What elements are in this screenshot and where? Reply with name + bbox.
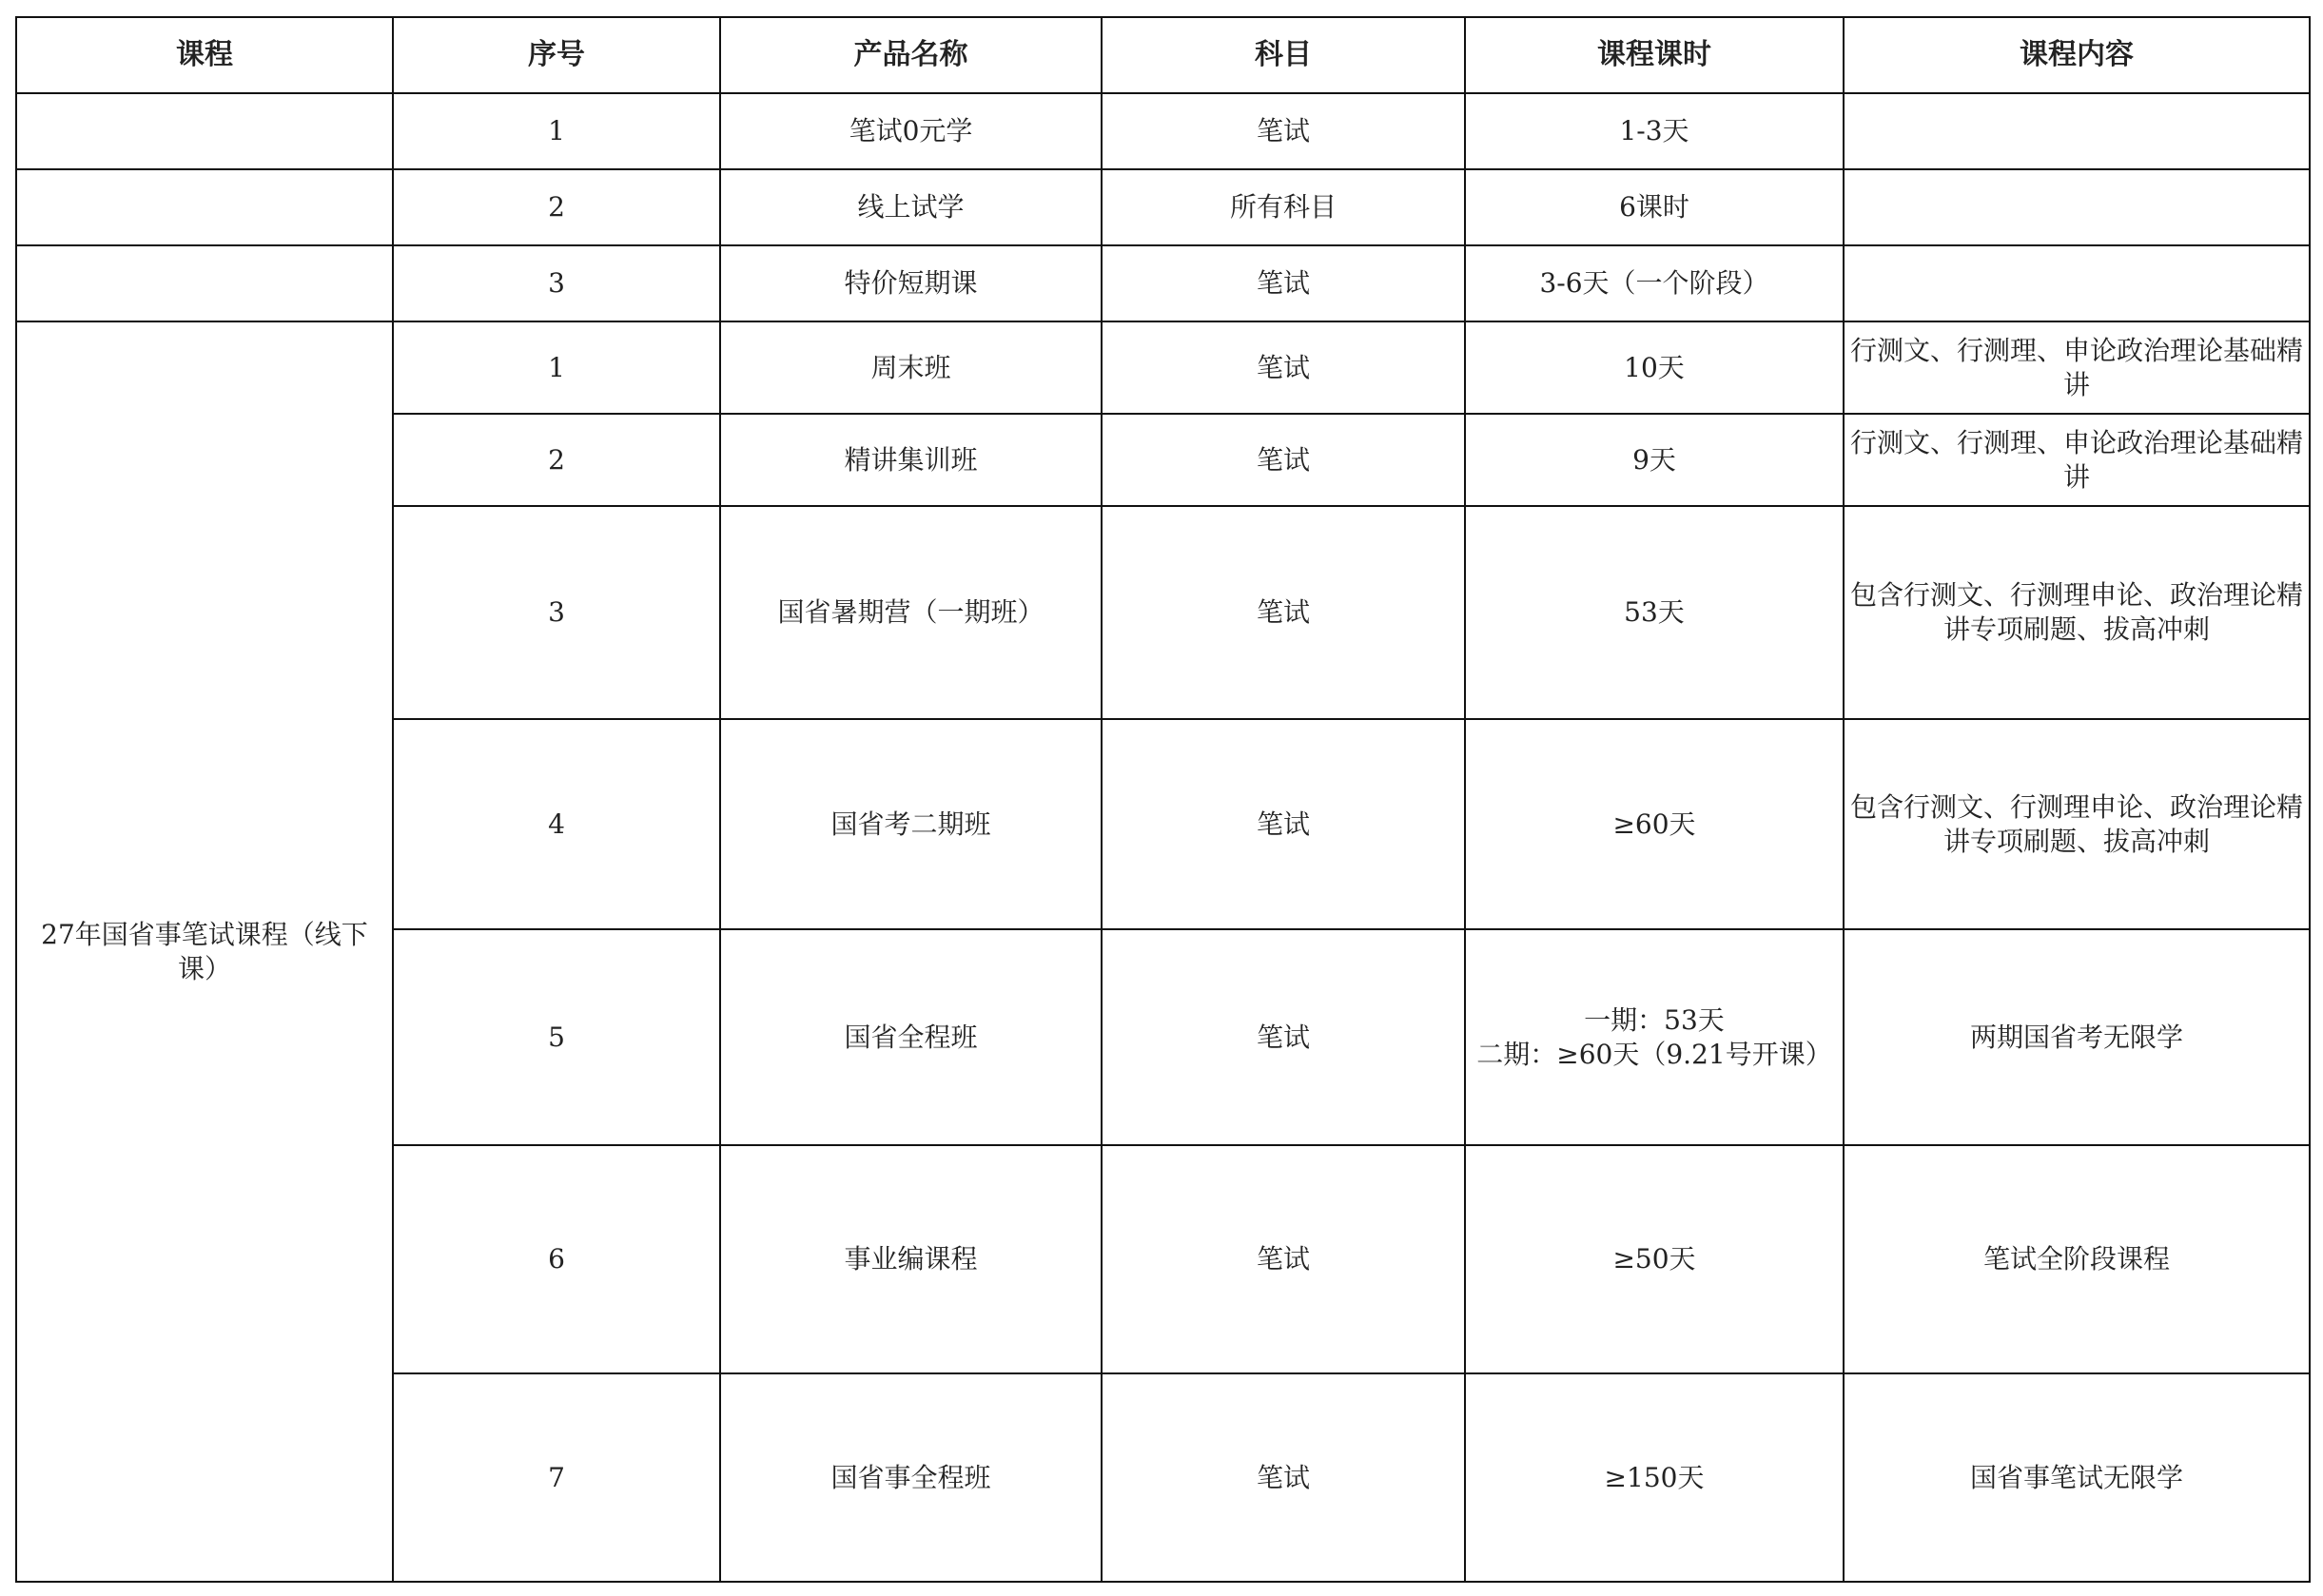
- group-course-cell: 27年国省事笔试课程（线下课）: [16, 321, 393, 1582]
- product-cell: 国省考二期班: [720, 719, 1102, 929]
- hours-line-1: 一期：53天: [1584, 1003, 1725, 1036]
- content-cell: [1844, 93, 2310, 169]
- index-cell: 3: [393, 245, 720, 321]
- index-cell: 1: [393, 93, 720, 169]
- index-cell: 4: [393, 719, 720, 929]
- subject-cell: 笔试: [1102, 321, 1465, 414]
- hours-cell: 3-6天（一个阶段）: [1465, 245, 1844, 321]
- index-cell: 1: [393, 321, 720, 414]
- hours-cell: ≥60天: [1465, 719, 1844, 929]
- content-cell: 两期国省考无限学: [1844, 929, 2310, 1145]
- header-course: 课程: [16, 17, 393, 93]
- content-cell: [1844, 245, 2310, 321]
- content-cell: 包含行测文、行测理申论、政治理论精讲专项刷题、拔高冲刺: [1844, 506, 2310, 719]
- product-cell: 线上试学: [720, 169, 1102, 245]
- hours-cell: 9天: [1465, 414, 1844, 506]
- index-cell: 2: [393, 414, 720, 506]
- index-cell: 3: [393, 506, 720, 719]
- header-row: [16, 17, 2310, 93]
- subject-cell: 所有科目: [1102, 169, 1465, 245]
- header-hours: 课程课时: [1465, 17, 1844, 93]
- course-cell: [16, 93, 393, 169]
- product-cell: 国省暑期营（一期班）: [720, 506, 1102, 719]
- subject-cell: 笔试: [1102, 245, 1465, 321]
- header-index: 序号: [393, 17, 720, 93]
- content-cell: [1844, 169, 2310, 245]
- subject-cell: 笔试: [1102, 1373, 1465, 1582]
- product-cell: 国省全程班: [720, 929, 1102, 1145]
- header-subject: 科目: [1102, 17, 1465, 93]
- content-cell: 包含行测文、行测理申论、政治理论精讲专项刷题、拔高冲刺: [1844, 719, 2310, 929]
- hours-cell: 1-3天: [1465, 93, 1844, 169]
- index-cell: 7: [393, 1373, 720, 1582]
- product-cell: 特价短期课: [720, 245, 1102, 321]
- index-cell: 2: [393, 169, 720, 245]
- table-row: [16, 169, 2310, 245]
- table-row: [16, 93, 2310, 169]
- subject-cell: 笔试: [1102, 1145, 1465, 1373]
- product-cell: 周末班: [720, 321, 1102, 414]
- hours-line-2: 二期：≥60天（9.21号开课）: [1476, 1038, 1832, 1070]
- content-cell: 行测文、行测理、申论政治理论基础精讲: [1844, 414, 2310, 506]
- subject-cell: 笔试: [1102, 719, 1465, 929]
- table-row: [16, 321, 2310, 414]
- content-cell: 笔试全阶段课程: [1844, 1145, 2310, 1373]
- subject-cell: 笔试: [1102, 506, 1465, 719]
- index-cell: 5: [393, 929, 720, 1145]
- header-product: 产品名称: [720, 17, 1102, 93]
- course-cell: [16, 245, 393, 321]
- subject-cell: 笔试: [1102, 929, 1465, 1145]
- header-content: 课程内容: [1844, 17, 2310, 93]
- hours-cell: ≥150天: [1465, 1373, 1844, 1582]
- course-table: [15, 16, 2311, 1583]
- table-row: [16, 245, 2310, 321]
- hours-cell: 53天: [1465, 506, 1844, 719]
- product-cell: 笔试0元学: [720, 93, 1102, 169]
- product-cell: 国省事全程班: [720, 1373, 1102, 1582]
- hours-cell: 10天: [1465, 321, 1844, 414]
- index-cell: 6: [393, 1145, 720, 1373]
- product-cell: 事业编课程: [720, 1145, 1102, 1373]
- course-cell: [16, 169, 393, 245]
- subject-cell: 笔试: [1102, 93, 1465, 169]
- product-cell: 精讲集训班: [720, 414, 1102, 506]
- hours-cell: ≥50天: [1465, 1145, 1844, 1373]
- content-cell: 国省事笔试无限学: [1844, 1373, 2310, 1582]
- subject-cell: 笔试: [1102, 414, 1465, 506]
- content-cell: 行测文、行测理、申论政治理论基础精讲: [1844, 321, 2310, 414]
- hours-cell: 6课时: [1465, 169, 1844, 245]
- hours-cell: [1465, 929, 1844, 1145]
